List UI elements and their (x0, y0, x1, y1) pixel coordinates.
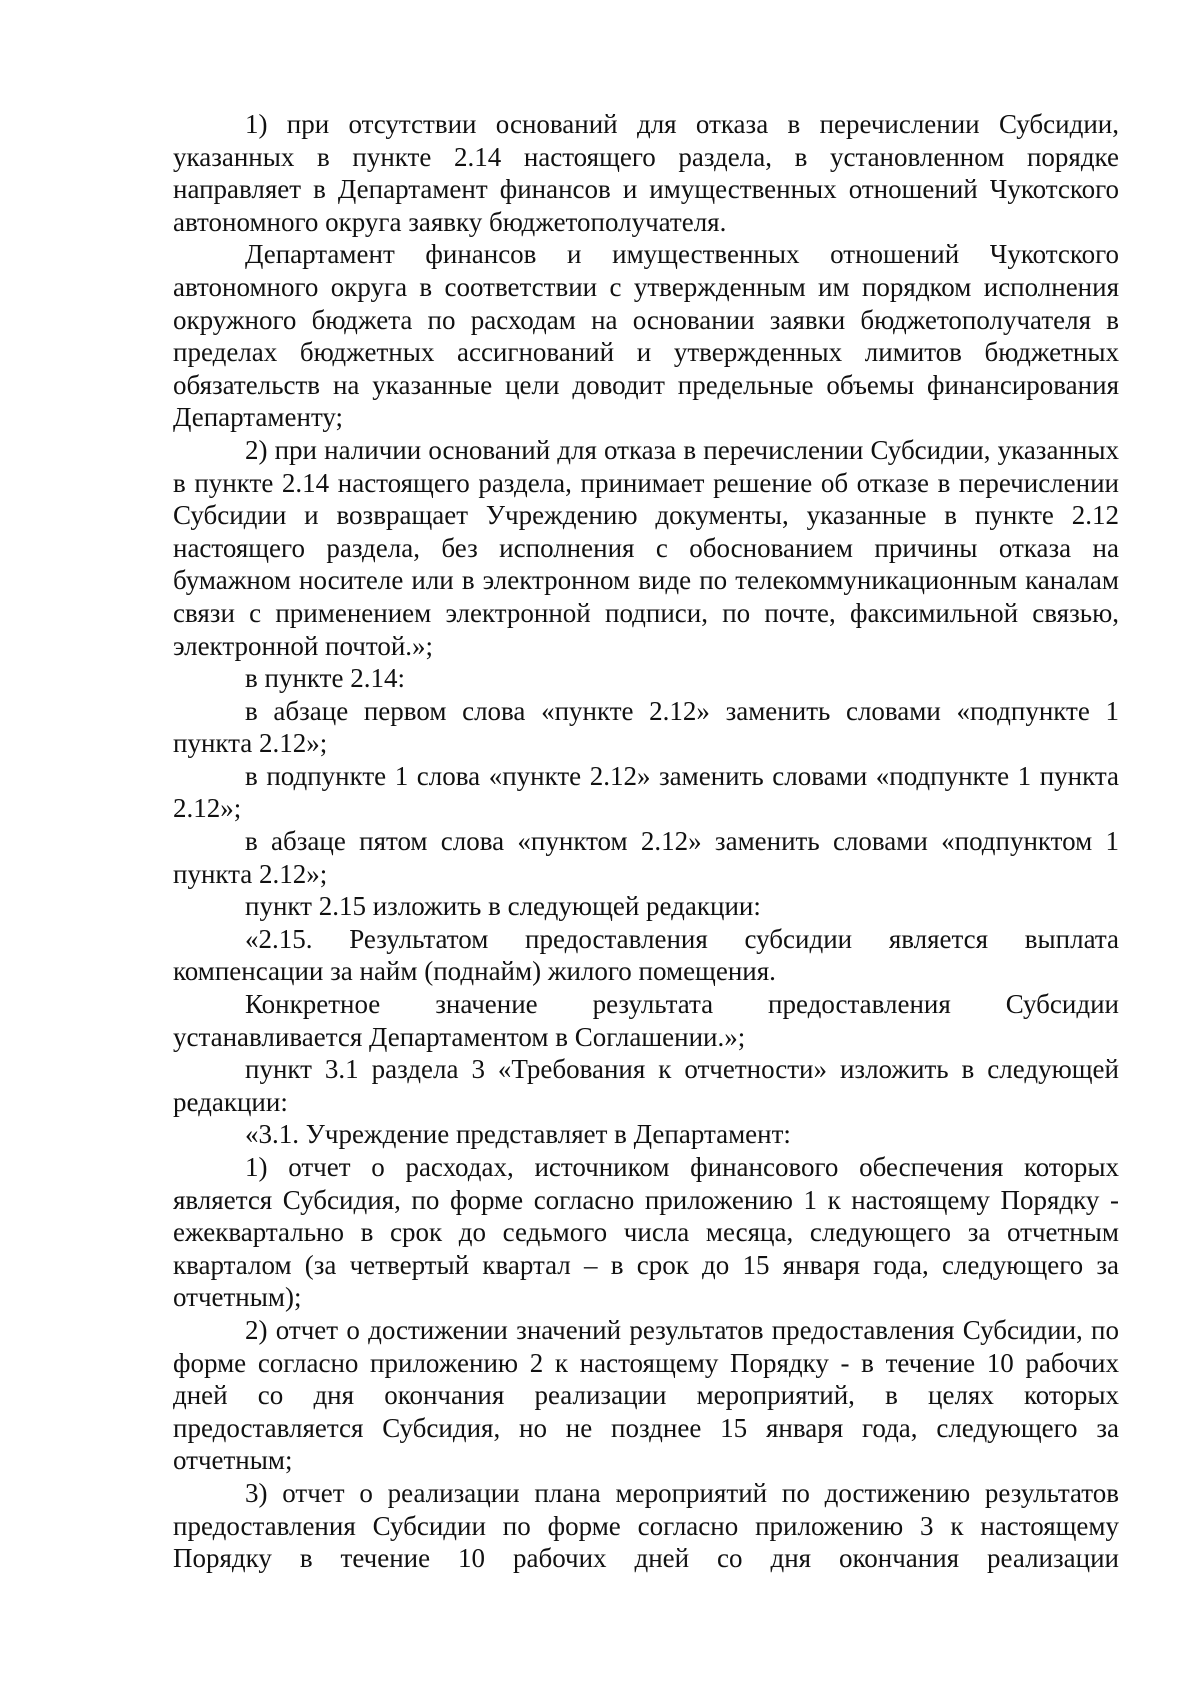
paragraph-15: 3) отчет о реализации плана мероприятий по достижению результатов предоставления Субсидии по форме согласно приложению 3 к настоящему Порядку в течение 10 рабочих дней со дня окончания реализации (173, 1477, 1119, 1574)
paragraph-12: «3.1. Учреждение представляет в Департамент: (245, 1119, 791, 1150)
paragraph-3: 2) при наличии оснований для отказа в перечислении Субсидии, указанных в пункте 2.14 настоящего раздела, принимает решение об отказе в перечислении Субсидии и возвращает Учреждению документы, указанные в пункте 2.12 настоящего раздела, без исполнения с обоснованием причины отказа на бумажном носителе или в электронном виде по телекоммуникационным каналам связи с применением электронной подписи, по почте, факсимильной связью, электронной почтой.»; (173, 434, 1119, 661)
paragraph-6: в подпункте 1 слова «пункте 2.12» заменить словами «подпункте 1 пункта 2.12»; (173, 760, 1119, 824)
paragraph-8: пункт 2.15 изложить в следующей редакции: (245, 891, 761, 922)
paragraph-7: в абзаце пятом слова «пунктом 2.12» заменить словами «подпунктом 1 пункта 2.12»; (173, 826, 1119, 889)
paragraph-13: 1) отчет о расходах, источником финансового обеспечения которых является Субсидия, по форме согласно приложению 1 к настоящему Порядку - ежеквартально в срок до седьмого числа месяца, следующего за отчетным кварталом (за четвертый квартал – в срок до 15 января года, следующего за отчетным); (173, 1152, 1119, 1313)
paragraph-11: пункт 3.1 раздела 3 «Требования к отчетности» изложить в следующей редакции: (173, 1054, 1119, 1117)
paragraph-9: «2.15. Результатом предоставления субсидии является выплата компенсации за найм (поднайм) жилого помещения. (173, 923, 1119, 987)
paragraph-14: 2) отчет о достижении значений результатов предоставления Субсидии, по форме согласно приложению 2 к настоящему Порядку - в течение 10 рабочих дней со дня окончания реализации мероприятий, в целях которых предоставляется Субсидия, но не позднее 15 января года, следующего за отчетным; (173, 1314, 1119, 1476)
paragraph-5: в абзаце первом слова «пункте 2.12» заменить словами «подпункте 1 пункта 2.12»; (173, 695, 1119, 759)
paragraph-2: Департамент финансов и имущественных отношений Чукотского автономного округа в соответствии с утвержденным им порядком исполнения окружного бюджета по расходам на основании заявки бюджетополучателя в пределах бюджетных ассигнований и утвержденных лимитов бюджетных обязательств на указанные цели доводит предельные объемы финансирования Департаменту; (173, 239, 1119, 433)
paragraph-1: 1) при отсутствии оснований для отказа в перечислении Субсидии, указанных в пункте 2.14 настоящего раздела, в установленном порядке направляет в Департамент финансов и имущественных отношений Чукотского автономного округа заявку бюджетополучателя. (173, 109, 1119, 237)
document-page (173, 108, 1119, 1575)
paragraph-10: Конкретное значение результата предоставления Субсидии устанавливается Департаментом в Соглашении.»; (173, 989, 1119, 1052)
paragraph-4: в пункте 2.14: (245, 663, 405, 694)
